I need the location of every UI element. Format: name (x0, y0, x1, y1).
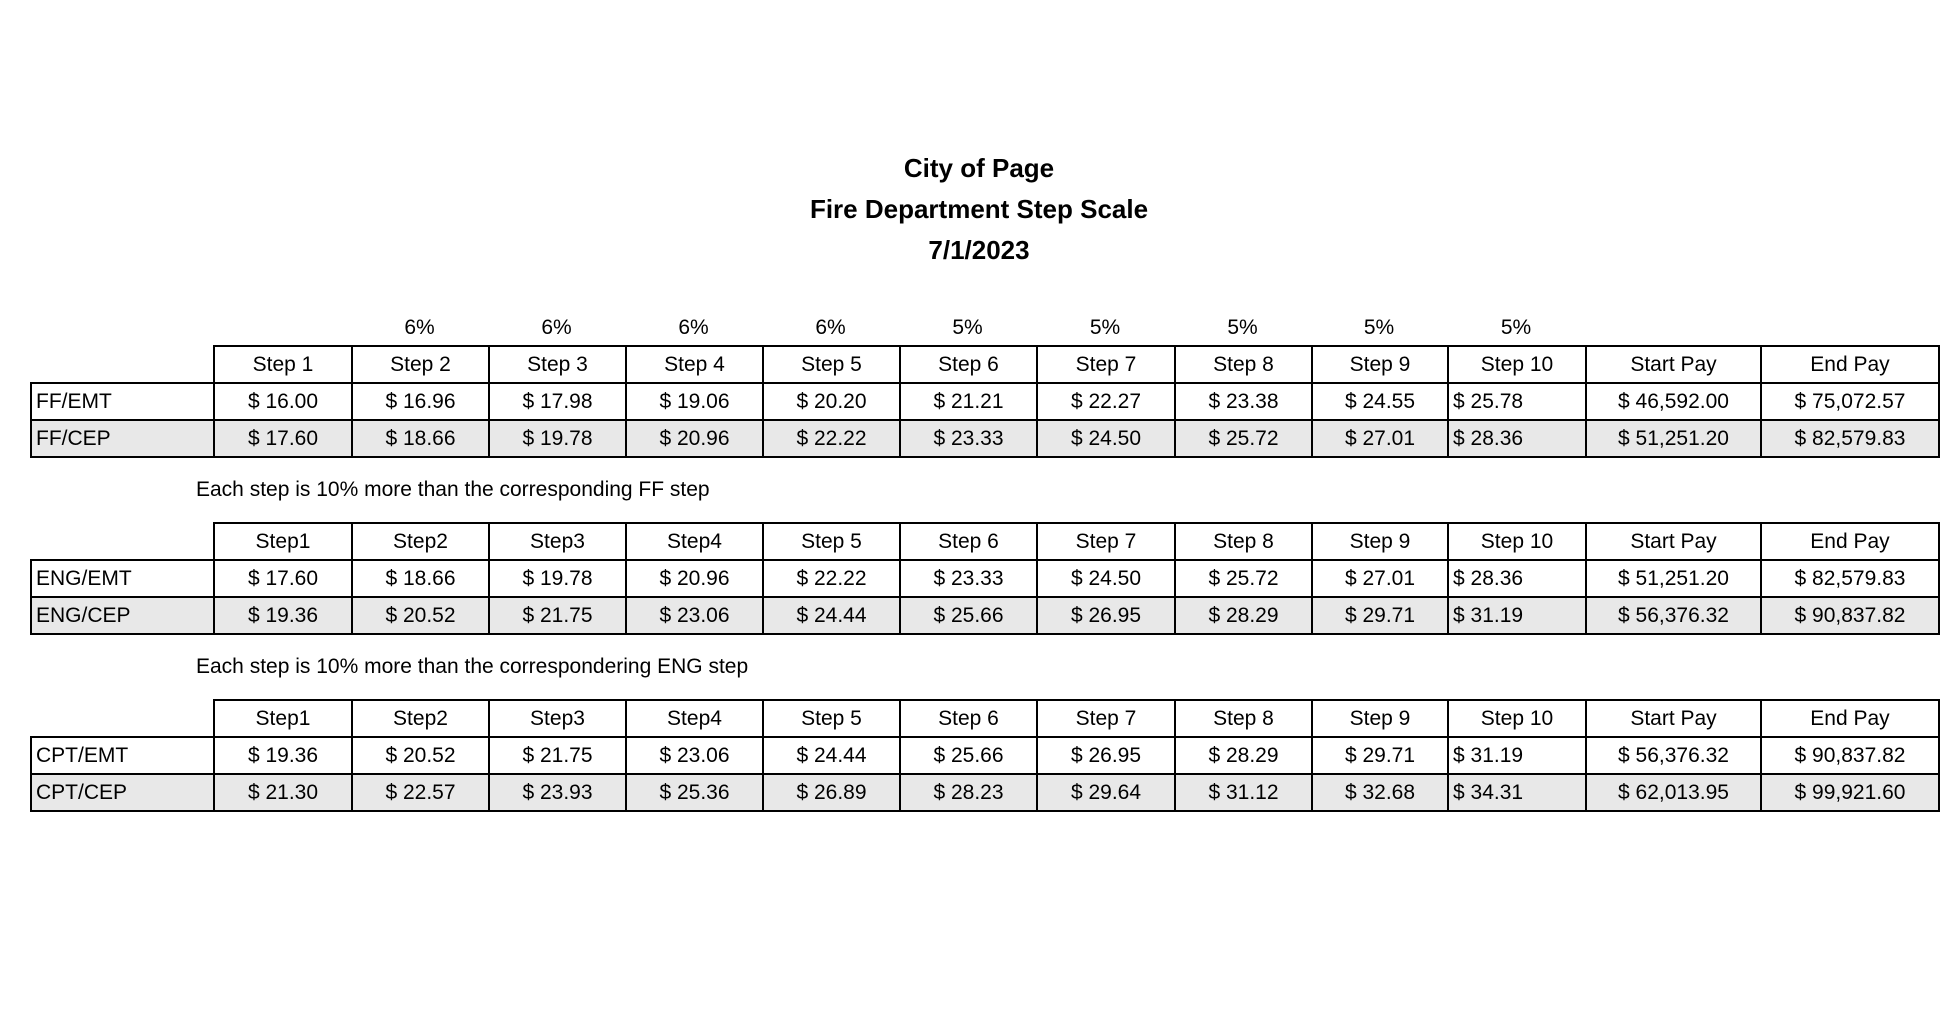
step-5-value: $ 20.20 (763, 383, 900, 420)
step-1-value: $ 17.60 (214, 420, 352, 457)
step-9-value: $ 29.71 (1312, 597, 1448, 634)
pct-step-8: 5% (1227, 316, 1258, 339)
step-3-value: $ 19.78 (489, 420, 626, 457)
table-row (31, 774, 1939, 811)
pct-step-3: 6% (541, 316, 572, 339)
step-3-value: $ 17.98 (489, 383, 626, 420)
row-label: CPT/CEP (31, 774, 214, 811)
pct-step-6: 5% (952, 316, 983, 339)
step-9-value: $ 32.68 (1312, 774, 1448, 811)
corner-cell (31, 346, 214, 383)
step-4-value: $ 25.36 (626, 774, 763, 811)
step-1-value: $ 16.00 (214, 383, 352, 420)
step-4-value: $ 20.96 (626, 560, 763, 597)
step-7-value: $ 29.64 (1037, 774, 1175, 811)
end-pay-value: $ 99,921.60 (1761, 774, 1939, 811)
eng-step-table (30, 522, 1940, 635)
header-step-9: Step 9 (1312, 700, 1448, 737)
step-8-value: $ 28.29 (1175, 597, 1312, 634)
start-pay-value: $ 56,376.32 (1586, 737, 1761, 774)
start-pay-value: $ 46,592.00 (1586, 383, 1761, 420)
corner-cell (31, 523, 214, 560)
step-8-value: $ 28.29 (1175, 737, 1312, 774)
document-title (0, 148, 1958, 271)
pct-step-7: 5% (1089, 316, 1121, 339)
header-step-5: Step 5 (763, 523, 900, 560)
step-6-value: $ 23.33 (900, 420, 1037, 457)
header-step-8: Step 8 (1175, 346, 1312, 383)
city-name: City of Page (903, 153, 1055, 183)
step-6-value: $ 28.23 (900, 774, 1037, 811)
step-8-value: $ 25.72 (1175, 420, 1312, 457)
row-label: FF/EMT (31, 383, 214, 420)
step-3-value: $ 21.75 (489, 737, 626, 774)
header-step-9: Step 9 (1312, 346, 1448, 383)
table-row (31, 597, 1939, 634)
step-5-value: $ 24.44 (763, 737, 900, 774)
ff-step-table (30, 345, 1940, 458)
step-4-value: $ 20.96 (626, 420, 763, 457)
step-7-value: $ 22.27 (1037, 383, 1175, 420)
header-start-pay: Start Pay (1586, 523, 1761, 560)
step-10-value: $ 31.19 (1448, 597, 1586, 634)
step-8-value: $ 23.38 (1175, 383, 1312, 420)
step-2-value: $ 16.96 (352, 383, 489, 420)
eng-note: Each step is 10% more than the correspondering ENG step (196, 655, 749, 678)
header-step-2: Step2 (352, 523, 489, 560)
header-step-4: Step 4 (626, 346, 763, 383)
step-increase-row (30, 312, 1938, 344)
step-7-value: $ 24.50 (1037, 420, 1175, 457)
header-step-2: Step 2 (352, 346, 489, 383)
step-1-value: $ 21.30 (214, 774, 352, 811)
step-2-value: $ 20.52 (352, 737, 489, 774)
header-step-5: Step 5 (763, 700, 900, 737)
header-step-6: Step 6 (900, 700, 1037, 737)
start-pay-value: $ 62,013.95 (1586, 774, 1761, 811)
ff-note: Each step is 10% more than the corresponding FF step (196, 478, 710, 501)
step-6-value: $ 21.21 (900, 383, 1037, 420)
end-pay-value: $ 90,837.82 (1761, 737, 1939, 774)
step-9-value: $ 24.55 (1312, 383, 1448, 420)
step-2-value: $ 18.66 (352, 560, 489, 597)
step-6-value: $ 23.33 (900, 560, 1037, 597)
step-4-value: $ 19.06 (626, 383, 763, 420)
end-pay-value: $ 75,072.57 (1761, 383, 1939, 420)
header-step-6: Step 6 (900, 346, 1037, 383)
header-step-4: Step4 (626, 700, 763, 737)
header-step-8: Step 8 (1175, 700, 1312, 737)
cpt-step-table (30, 699, 1940, 812)
step-2-value: $ 18.66 (352, 420, 489, 457)
step-8-value: $ 31.12 (1175, 774, 1312, 811)
row-label: FF/CEP (31, 420, 214, 457)
step-3-value: $ 19.78 (489, 560, 626, 597)
table-header-row (31, 700, 1939, 737)
step-6-value: $ 25.66 (900, 597, 1037, 634)
table-header-row (31, 523, 1939, 560)
row-label: ENG/CEP (31, 597, 214, 634)
pct-step-10: 5% (1500, 316, 1532, 339)
step-3-value: $ 21.75 (489, 597, 626, 634)
scale-title: Fire Department Step Scale (809, 194, 1149, 224)
row-label: ENG/EMT (31, 560, 214, 597)
header-end-pay: End Pay (1761, 700, 1939, 737)
step-6-value: $ 25.66 (900, 737, 1037, 774)
step-7-value: $ 26.95 (1037, 597, 1175, 634)
step-10-value: $ 28.36 (1448, 420, 1586, 457)
step-5-value: $ 24.44 (763, 597, 900, 634)
header-start-pay: Start Pay (1586, 346, 1761, 383)
effective-date: 7/1/2023 (928, 235, 1030, 265)
step-2-value: $ 22.57 (352, 774, 489, 811)
step-4-value: $ 23.06 (626, 737, 763, 774)
header-end-pay: End Pay (1761, 523, 1939, 560)
header-end-pay: End Pay (1761, 346, 1939, 383)
step-10-value: $ 31.19 (1448, 737, 1586, 774)
header-step-3: Step 3 (489, 346, 626, 383)
step-1-value: $ 19.36 (214, 737, 352, 774)
end-pay-value: $ 90,837.82 (1761, 597, 1939, 634)
pct-step-2: 6% (404, 316, 435, 339)
step-5-value: $ 22.22 (763, 560, 900, 597)
corner-cell (31, 700, 214, 737)
header-step-4: Step4 (626, 523, 763, 560)
pct-step-4: 6% (678, 316, 709, 339)
header-step-8: Step 8 (1175, 523, 1312, 560)
step-5-value: $ 22.22 (763, 420, 900, 457)
step-5-value: $ 26.89 (763, 774, 900, 811)
header-step-7: Step 7 (1037, 700, 1175, 737)
step-9-value: $ 29.71 (1312, 737, 1448, 774)
start-pay-value: $ 51,251.20 (1586, 420, 1761, 457)
step-10-value: $ 25.78 (1448, 383, 1586, 420)
step-9-value: $ 27.01 (1312, 560, 1448, 597)
step-10-value: $ 34.31 (1448, 774, 1586, 811)
header-step-7: Step 7 (1037, 346, 1175, 383)
header-step-10: Step 10 (1448, 700, 1586, 737)
header-start-pay: Start Pay (1586, 700, 1761, 737)
table-row (31, 560, 1939, 597)
header-step-1: Step 1 (214, 346, 352, 383)
header-step-10: Step 10 (1448, 346, 1586, 383)
step-7-value: $ 24.50 (1037, 560, 1175, 597)
pct-step-5: 6% (815, 316, 846, 339)
table-header-row (31, 346, 1939, 383)
header-step-6: Step 6 (900, 523, 1037, 560)
header-step-2: Step2 (352, 700, 489, 737)
step-7-value: $ 26.95 (1037, 737, 1175, 774)
table-row (31, 420, 1939, 457)
step-4-value: $ 23.06 (626, 597, 763, 634)
start-pay-value: $ 51,251.20 (1586, 560, 1761, 597)
table-row (31, 737, 1939, 774)
table-row (31, 383, 1939, 420)
header-step-3: Step3 (489, 700, 626, 737)
header-step-7: Step 7 (1037, 523, 1175, 560)
step-1-value: $ 17.60 (214, 560, 352, 597)
header-step-1: Step1 (214, 700, 352, 737)
header-step-10: Step 10 (1448, 523, 1586, 560)
step-3-value: $ 23.93 (489, 774, 626, 811)
header-step-9: Step 9 (1312, 523, 1448, 560)
start-pay-value: $ 56,376.32 (1586, 597, 1761, 634)
end-pay-value: $ 82,579.83 (1761, 560, 1939, 597)
step-10-value: $ 28.36 (1448, 560, 1586, 597)
row-label: CPT/EMT (31, 737, 214, 774)
header-step-5: Step 5 (763, 346, 900, 383)
step-9-value: $ 27.01 (1312, 420, 1448, 457)
step-8-value: $ 25.72 (1175, 560, 1312, 597)
step-2-value: $ 20.52 (352, 597, 489, 634)
step-1-value: $ 19.36 (214, 597, 352, 634)
end-pay-value: $ 82,579.83 (1761, 420, 1939, 457)
header-step-3: Step3 (489, 523, 626, 560)
header-step-1: Step1 (214, 523, 352, 560)
pct-step-9: 5% (1363, 316, 1395, 339)
